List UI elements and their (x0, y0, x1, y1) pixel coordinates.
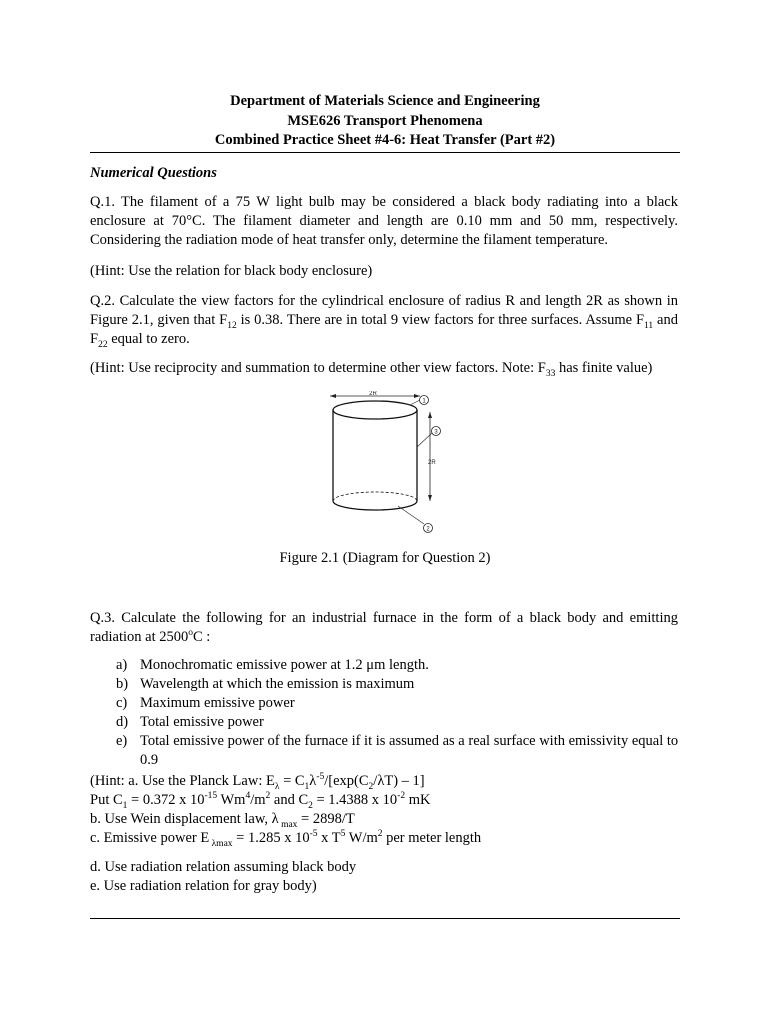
list-item: e) Total emissive power of the furnace if it is assumed as a real surface with emissivity equal to 0.9 (116, 733, 679, 768)
hint-black-body: d. Use radiation relation assuming black body (90, 859, 357, 875)
question-3-hints (90, 772, 678, 896)
question-2-hint: (Hint: Use reciprocity and summation to determine other view factors. Note: $F_{33}$ has finite value) (90, 360, 653, 379)
surface-3-label: 3 (434, 429, 438, 436)
list-item: d) Total emissive power (116, 714, 264, 730)
top-surface-ellipse (333, 401, 417, 419)
header-divider (90, 152, 680, 153)
hint-gray-body: e. Use radiation relation for gray body) (90, 878, 317, 894)
sheet-title: Combined Practice Sheet #4-6: Heat Transfer (Part #2) (214, 132, 556, 148)
figure-caption: Figure 2.1 (Diagram for Question 2) (279, 550, 491, 566)
side-dimension-label: 2R (428, 460, 436, 466)
question-1-text: Q.1. The filament of a 75 W light bulb may be considered a black body radiating into a black enclosure at 70°C. The filament diameter and length are 0.10 mm and 50 mm, respectively. Considering the radiation mode of heat transfer only, determine the filament temperature. (90, 194, 678, 248)
section-title: Numerical Questions (90, 165, 217, 181)
hint-wein-law: b. Use Wein displacement law, λ $_{max}$ = 2898/T (90, 811, 355, 830)
list-item: a) Monochromatic emissive power at 1.2 μm length. (116, 657, 429, 673)
arrow-head-right-icon (414, 394, 420, 398)
surface-1-label: 1 (422, 398, 426, 405)
arrow-head-up-icon (428, 412, 432, 418)
department-title: Department of Materials Science and Engineering (230, 93, 540, 109)
top-dimension-label: 2R (369, 391, 377, 397)
question-1 (90, 193, 678, 250)
surface-2-label: 2 (426, 526, 430, 533)
document-header (90, 92, 680, 151)
question-3-intro: Q.3. Calculate the following for an industrial furnace in the form of a black body and emitting radiation at 2500$^o$C : (90, 610, 678, 645)
course-title: MSE626 Transport Phenomena (287, 112, 483, 129)
list-item: c) Maximum emissive power (116, 695, 295, 711)
list-item: b) Wavelength at which the emission is maximum (116, 676, 415, 692)
question-3-list (116, 656, 681, 770)
question-1-hint: (Hint: Use the relation for black body enclosure) (90, 263, 373, 279)
arrow-head-down-icon (428, 495, 432, 501)
bottom-back-arc (333, 492, 417, 501)
hint-planck-law: (Hint: a. Use the Planck Law: $E_\lambda = C_1\lambda^{-5}/[\exp(C_2/\lambda T) - 1]$ (90, 772, 425, 792)
bottom-front-arc (333, 501, 417, 510)
hint-emissive-power: c. Emissive power E $_{\lambda max}$ = 1.285 x $10^{-5}$ x $T^5$ $W/m^2$ per meter length (90, 829, 482, 849)
question-2: Q.2. Calculate the view factors for the cylindrical enclosure of radius R and length 2R as shown in Figure 2.1, given that $F_{12}$ is 0.38. There are in total 9 view factors for three surfaces. Assume $F_{11}$ and $F_{22}$ equal to zero. (90, 293, 678, 350)
hint-constants: Put $C_1 = 0.372$ x $10^{-15}$ $Wm^4/m^2$ and $C_2 = 1.4388$ x $10^{-2}$ mK (90, 791, 431, 811)
arrow-head-left-icon (330, 394, 336, 398)
footer-divider (90, 918, 680, 919)
cylinder-diagram (312, 391, 462, 541)
